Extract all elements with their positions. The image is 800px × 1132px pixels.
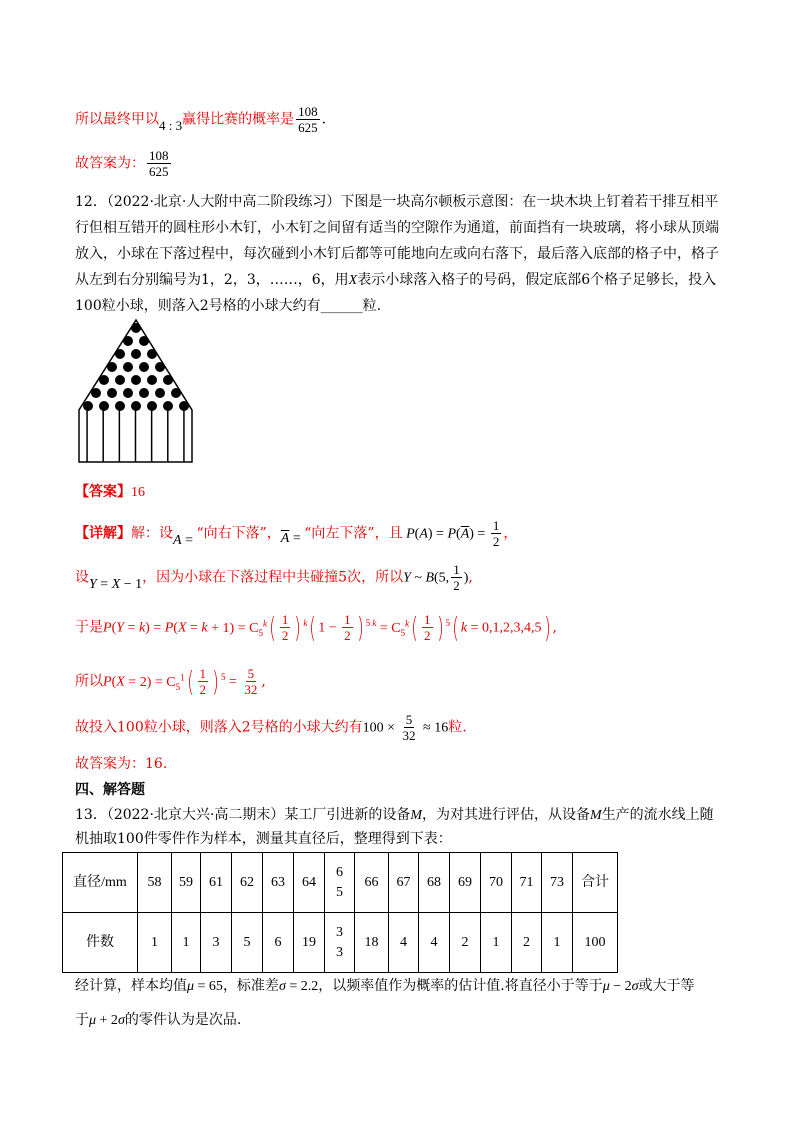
- total-value-cell: 100: [573, 913, 618, 973]
- peg: [123, 388, 133, 398]
- diameter-cell: 69: [450, 853, 481, 913]
- diameter-cell: 70: [481, 853, 512, 913]
- detail-line-6: 故答案为：16.: [75, 756, 168, 772]
- diameter-cell: 59: [172, 853, 201, 913]
- q12-line-2: 行但相互错开的圆柱形小木钉，小木钉之间留有适当的空隙作为通道，前面挡有一块玻璃，将小球从顶端: [75, 220, 719, 236]
- count-cell: 2: [512, 913, 542, 973]
- peg: [99, 401, 109, 411]
- peg: [123, 336, 133, 346]
- diameter-table: [62, 852, 618, 973]
- count-cell: 4: [389, 913, 419, 973]
- peg: [163, 375, 173, 385]
- count-cell: 1: [481, 913, 512, 973]
- peg: [123, 362, 133, 372]
- peg: [83, 401, 93, 411]
- section-heading: 四、解答题: [75, 782, 145, 798]
- diameter-cell: 73: [542, 853, 573, 913]
- count-cell: 4: [419, 913, 450, 973]
- peg: [155, 388, 165, 398]
- detail-line-4: 所以$P(X = 2) = C_5^1$( $\frac{1}{2}$ ) $^5$ = $\frac{5}{32}$ ,: [75, 664, 266, 698]
- peg: [139, 362, 149, 372]
- peg: [171, 388, 181, 398]
- q12-line-4: 从左到右分别编号为1，2，3，……，6，用X表示小球落入格子的号码，假定底部6个格子足够长，投入: [75, 272, 717, 288]
- peg: [139, 336, 149, 346]
- peg: [115, 401, 125, 411]
- peg: [91, 388, 101, 398]
- count-cell: 3 3: [325, 913, 355, 973]
- detail-line-5: 故投入100粒小球，则落入2号格的小球大约有100 × $\frac{5}{32}$ ≈ 16粒.: [75, 712, 467, 743]
- count-cell: 18: [355, 913, 389, 973]
- peg: [115, 349, 125, 359]
- diameter-cell: 62: [232, 853, 263, 913]
- peg: [155, 362, 165, 372]
- peg: [131, 323, 141, 333]
- diameter-cell: 67: [389, 853, 419, 913]
- count-cell: 5: [232, 913, 263, 973]
- peg: [131, 375, 141, 385]
- slot-dividers: [87, 410, 184, 462]
- table-row-diameter: [63, 853, 618, 913]
- text: 赢得比赛的概率是: [182, 111, 295, 128]
- q12-line-5: 100粒小球，则落入2号格的小球大约有______粒.: [75, 298, 382, 314]
- diameter-cell: 6 5: [325, 853, 355, 913]
- text: 所以最终甲以: [75, 111, 159, 128]
- score: 4 : 3: [159, 117, 183, 133]
- diameter-cell: 71: [512, 853, 542, 913]
- count-cell: 3: [201, 913, 232, 973]
- total-label-cell: 合计: [573, 853, 618, 913]
- q13-after-line-2: 于μ + 2σ的零件认为是次品.: [75, 1012, 242, 1028]
- count-cell: 1: [172, 913, 201, 973]
- answer-line-11: [75, 148, 173, 179]
- count-label-cell: 件数: [63, 913, 138, 973]
- peg: [131, 401, 141, 411]
- peg: [107, 388, 117, 398]
- detail-line-2: 设Y = X − 1，因为小球在下落过程中共碰撞5次，所以Y ~ B(5, $\frac{1}{2}$ ),: [75, 562, 473, 593]
- count-cell: 19: [294, 913, 325, 973]
- table-row-count: [63, 913, 618, 973]
- q13-line-2: 机抽取100件零件作为样本，测量其直径后，整理得到下表：: [75, 831, 452, 847]
- table-header-label: 直径/mm: [63, 853, 138, 913]
- diameter-cell: 61: [201, 853, 232, 913]
- fraction: $\frac{108}{625}$: [149, 148, 169, 179]
- peg: [163, 401, 173, 411]
- count-cell: 1: [542, 913, 573, 973]
- q12-line-1: 12．（2022·北京·人大附中高二阶段练习）下图是一块高尔顿板示意图：在一块木块上钉着若干排互相平: [75, 194, 719, 210]
- count-cell: 6: [263, 913, 294, 973]
- conclusion-line: 所以最终甲以4 : 3赢得比赛的概率是 $\frac{108}{625}$ .: [75, 104, 327, 135]
- count-cell: 2: [450, 913, 481, 973]
- detail-line-3: 于是$P(Y = k) = P(X = k + 1) = C_5^k$( $\frac{1}{2}$ ) $^k$( 1 − $\frac{1}{2}$ ) $^{5 k} = C_5^k$( $\frac{1}{2}$ ) $^5$( k = 0,1,2,3,4,5) ,: [75, 610, 557, 644]
- diameter-cell: 64: [294, 853, 325, 913]
- pegs: [83, 323, 189, 411]
- diameter-cell: 58: [138, 853, 172, 913]
- peg: [115, 375, 125, 385]
- peg: [131, 349, 141, 359]
- detail-line-1: 【详解】解：设A = “向右下落”，$\overline{A}$ = “向左下落”，且 $P(A) = P(\overline{A})$ = $\frac{1}{2}$ ，: [75, 518, 518, 549]
- diameter-cell: 68: [419, 853, 450, 913]
- q12-line-3: 放入，小球在下落过程中，每次碰到小木钉后都等可能地向左或向右落下，最后落入底部的格子中，格子: [75, 246, 719, 262]
- diameter-cell: 63: [263, 853, 294, 913]
- peg: [147, 349, 157, 359]
- q13-after-line-1: 经计算，样本均值μ = 65，标准差σ = 2.2，以频率值作为概率的估计值.将直径小于等于μ − 2σ或大于等: [75, 978, 695, 994]
- fraction: $\frac{108}{625}$: [298, 104, 318, 135]
- galton-board-figure: [75, 318, 197, 466]
- diameter-cell: 66: [355, 853, 389, 913]
- peg: [147, 401, 157, 411]
- count-cell: 1: [138, 913, 172, 973]
- peg: [179, 401, 189, 411]
- q13-line-1: 13．（2022·北京大兴·高二期末）某工厂引进新的设备M，为对其进行评估，从设备M生产的流水线上随: [75, 807, 714, 823]
- peg: [99, 375, 109, 385]
- peg: [107, 362, 117, 372]
- text: 故答案为：: [75, 155, 145, 172]
- answer-line: 【答案】16: [75, 484, 145, 500]
- peg: [139, 388, 149, 398]
- peg: [147, 375, 157, 385]
